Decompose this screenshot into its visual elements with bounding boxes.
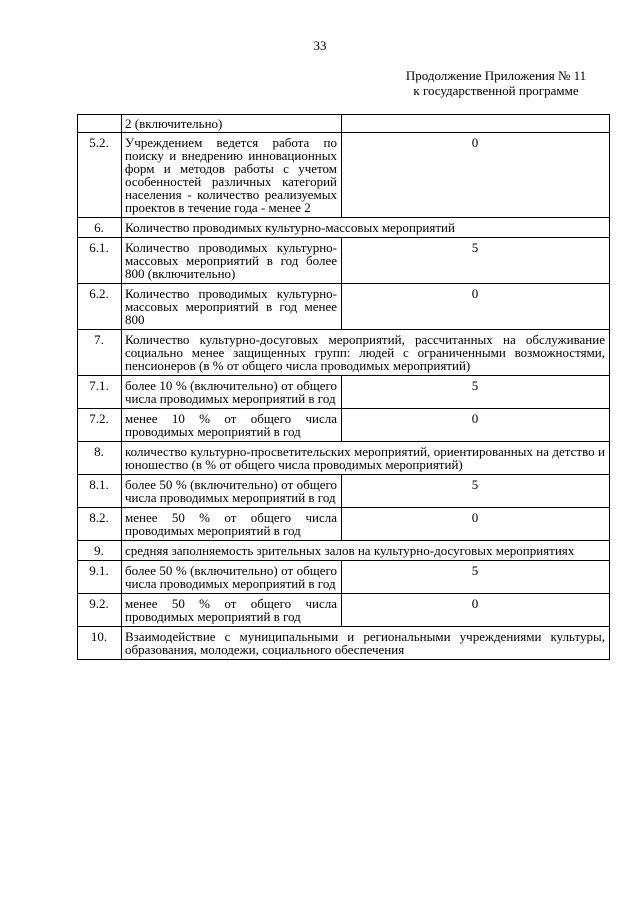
table-section-row [78,218,610,238]
row-score: 5 [342,376,610,409]
section-number: 8. [78,442,122,475]
row-score: 0 [342,594,610,627]
row-score [342,115,610,133]
table-row [78,508,610,541]
table-row [78,409,610,442]
table-section-row [78,541,610,561]
row-number: 8.2. [78,508,122,541]
table-row [78,475,610,508]
row-number: 5.2. [78,133,122,218]
row-description: Учреждением ведется работа по поиску и внедрению инновационных форм и методов работы с учетом особенностей различных категорий населения - количество реализуемых проектов в течение года - менее 2 [122,133,342,218]
header-note-line1: Продолжение Приложения № 11 [405,68,587,83]
row-number [78,115,122,133]
row-number: 6.2. [78,284,122,330]
row-description: более 50 % (включительно) от общего числа проводимых мероприятий в год [122,475,342,508]
row-description: более 10 % (включительно) от общего числа проводимых мероприятий в год [122,376,342,409]
header-note [380,68,612,98]
row-score: 0 [342,508,610,541]
row-number: 7.2. [78,409,122,442]
row-score: 5 [342,561,610,594]
table-row [78,561,610,594]
section-title: количество культурно-просветительских мероприятий, ориентированных на детство и юношество (в % от общего числа проводимых мероприятий) [122,442,610,475]
page-number: 33 [313,38,327,53]
row-description: более 50 % (включительно) от общего числа проводимых мероприятий в год [122,561,342,594]
row-number: 7.1. [78,376,122,409]
row-score: 5 [342,475,610,508]
row-number: 9.2. [78,594,122,627]
section-title: Взаимодействие с муниципальными и региональными учреждениями культуры, образования, молодежи, социального обеспечения [122,627,610,660]
table-row [78,284,610,330]
row-score: 0 [342,133,610,218]
row-description: Количество проводимых культурно-массовых мероприятий в год менее 800 [122,284,342,330]
table-row [78,238,610,284]
table-row [78,594,610,627]
section-number: 10. [78,627,122,660]
table-row [78,115,610,133]
section-number: 7. [78,330,122,376]
table-row [78,133,610,218]
row-score: 5 [342,238,610,284]
section-title: Количество культурно-досуговых мероприятий, рассчитанных на обслуживание социально менее защищенных групп: людей с ограниченными возможностями, пенсионеров (в % от общего числа проводимых мероприятий) [122,330,610,376]
row-score: 0 [342,409,610,442]
table-section-row [78,330,610,376]
section-number: 6. [78,218,122,238]
row-number: 6.1. [78,238,122,284]
criteria-table [77,114,610,660]
table-section-row [78,442,610,475]
row-description: 2 (включительно) [122,115,342,133]
row-score: 0 [342,284,610,330]
row-description: Количество проводимых культурно-массовых мероприятий в год более 800 (включительно) [122,238,342,284]
table-row [78,376,610,409]
row-description: менее 50 % от общего числа проводимых мероприятий в год [122,594,342,627]
table-section-row [78,627,610,660]
section-title: средняя заполняемость зрительных залов на культурно-досуговых мероприятиях [122,541,610,561]
row-number: 9.1. [78,561,122,594]
section-number: 9. [78,541,122,561]
section-title: Количество проводимых культурно-массовых мероприятий [122,218,610,238]
row-number: 8.1. [78,475,122,508]
row-description: менее 10 % от общего числа проводимых мероприятий в год [122,409,342,442]
header-note-line2: к государственной программе [413,83,579,98]
row-description: менее 50 % от общего числа проводимых мероприятий в год [122,508,342,541]
